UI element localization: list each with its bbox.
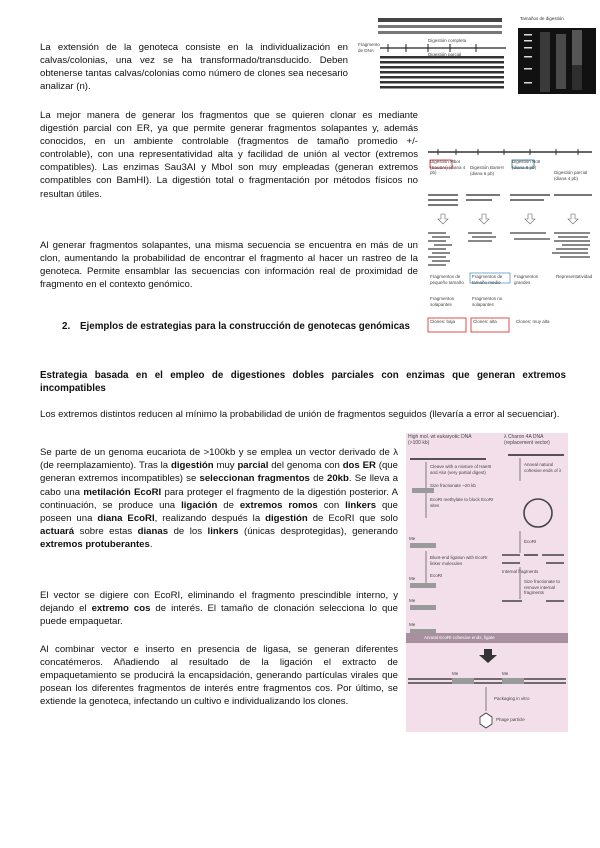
strategy-p2-run: extremo cos [91,603,151,615]
legend-1: Fragmentos de tamaño medio [472,274,503,285]
strategy-p1-run: (únicas desprotegidas), generando [238,526,398,538]
strategy-p1-run: actuará [40,526,75,538]
fig3-right3: Internal fragments [502,569,539,574]
strategy-p1-run: digestión [170,460,214,472]
fig3-pack: Packaging in vitro [494,696,530,701]
strategy-p2-run: de interés. El tamaño de clonación selecciona lo que puede empaquetar. [40,603,398,628]
strategy-p1-run: extremos romos [239,499,318,511]
fig3-right2: EcoRI [524,539,537,544]
fig3-me-2: Me [409,576,416,581]
label-complete: Digestión completa [428,38,467,43]
fig3-step1: Cleave with a mixture of HaeIII and AluI (very partial digest) [430,464,492,475]
strategy-p1-run: metilación EcoRI [83,486,162,498]
figure-lambda-cloning [406,433,568,732]
fig3-step2: Size fractionate ~20 kb [430,483,476,488]
paragraph-overlapping: Al generar fragmentos solapantes, una misma secuencia se encuentra en más de un clon, aumentando la probabilidad de encontrar el fragmento al hacer un rastreo de la genoteca. Permite ensamblar las secuencias con información real de proximidad de fragmento en el contexto genómico. [40,240,418,291]
section-title: Ejemplos de estrategias para la construcción de genotecas genómicas [80,321,410,332]
strategy-p1-run: ligación [181,499,218,511]
strategy-p1-run: del genoma con [268,460,343,472]
label-sizes: Tamaños de digestión [520,16,564,21]
strategy-p1-run: parcial [237,460,269,472]
strategy-p1-run: digestión [265,513,308,525]
strategy-p1-run: 20kb [327,473,349,485]
strategy-paragraph-3: Al combinar vector e inserto en presencia de ligasa, se generan diferentes concatémeros. Añadiendo al resultado de la ligación el extracto de empaquetamiento se producirá la encapsidación, generando partículas virales que posean los diferentes fragmentos de interés entre fragmentos cos. Por último, se extiende la genoteca, infectando un cultivo e individualizando los clones. [40,644,398,708]
label-partial: Digestión parcial [428,52,462,57]
legend-2: Fragmentos grandes [514,274,539,285]
fig3-right4: Size fractionate to remove internal fragments [524,579,561,595]
figure-fragment-strategies [426,148,594,334]
legend-6: Clones: baja [430,319,456,324]
fig3-me-6: Me [502,671,509,676]
paragraph-partial-digestion [40,109,418,201]
strategy-paragraph-1 [40,446,398,552]
strategy-p1-run: linkers [207,526,239,538]
strategy-p1-run: de EcoRI que solo [307,513,398,525]
strategy-p1-run: linkers [345,499,377,511]
fig3-phage: Phage particle [496,717,525,722]
strategy-intro: Los extremos distintos reducen al mínimo la probabilidad de unión de fragmentos seguidos (llevaría a error al secuenciar). [40,409,560,420]
paragraph-extension: La extensión de la genoteca consiste en la individualización en calvas/colonias, una vez se ha transformado/transducido. Deben obtenerse tantas calvas/colonias como número de clones sea necesario analizar (n). [40,42,348,93]
strategy-p1-run: seleccionan fragmentos [199,473,310,485]
strategy-paragraph-2 [40,589,398,628]
strategy-p1-run: , realizando después la [154,513,266,525]
strategy-p1-run: diana EcoRI [97,513,155,525]
strategy-p1-run: extremos protuberantes [40,539,150,551]
strategy-title: Estrategia basada en el empleo de digestiones dobles parciales con enzimas que generan extremos incompatibles [40,370,566,394]
fig3-step5: EcoRI [430,573,443,578]
row-label-1: Digestión BamHI (diana 6 pb) [470,165,504,176]
section-number: 2. [62,321,71,332]
fig3-step4: Blunt-end ligation with EcoRI linker molecules [430,555,488,566]
strategy-p1-run: Se parte de un genoma eucariota de >100kb y se emplea un vector derivado de λ (de reemplazamiento). Tras la [40,447,398,472]
strategy-p1-run: de los [168,526,208,538]
row-label-2: Digestión NotI (diana 8 pb) [512,159,541,170]
fig3-anneal: Anneal EcoRI cohesive ends, ligate [424,635,495,640]
legend-3: Representatividad [556,274,593,279]
strategy-p1-run: para proteger el fragmento de la digestión posterior. A continuación, se produce una [40,486,398,511]
legend-8: Clones: muy alta [516,319,550,324]
fig3-right1: Anneal natural cohesive ends of λ [524,462,562,473]
strategy-p1-run: . [149,539,153,551]
figure-digestion-gel [358,14,598,96]
fig3-me-4: Me [409,622,416,627]
legend-0: Fragmentos de pequeño tamaño [430,274,464,285]
fig3-right-title: λ Charon 4A DNA (replacement vector) [504,434,550,446]
section-heading [62,320,418,333]
row-label-0: Digestión MboI (Sau3AI) (diana 4 pb) [430,159,466,175]
fig3-me-5: Me [452,671,459,676]
strategy-p1-run: (que generan extremos incompatibles) se [40,460,398,485]
legend-7: Clones: alta [473,319,497,324]
strategy-p1-run: con [317,499,346,511]
row-label-3: Digestión parcial (diana 4 pb) [554,170,588,181]
strategy-p1-run: sobre estas [74,526,138,538]
paragraph-partial-digestion-text: La mejor manera de generar los fragmentos que se quieren clonar es mediante digestión parcial con ER, ya que permite generar fragmentos solapantes y, además conocidos, en un ambiente controlable (fragmentos de tamaño promedio +/- controlable), con una representatividad alta y facilidad de unión al vector (extremos compatibles). Las enzimas Sau3AI y MboI son muy empleadas (generan extremos compatibles con BamHI). La digestión total o fragmentación por métodos físicos no resultan útiles. [40,110,418,200]
fig3-me-3: Me [409,598,416,603]
strategy-p1-run: . Se lleva a cabo una [40,473,398,498]
label-fragment: Fragmento de DNA [358,42,380,53]
legend-4: Fragmentos solapantes [430,296,455,307]
strategy-p1-run: muy [213,460,238,472]
legend-5: Fragmentos no solapantes [472,296,503,307]
fig3-step3: EcoRI methylate to block EcoRI sites [430,497,494,508]
digestion-diagram [358,14,598,96]
strategy-p2-run: El vector se digiere con EcoRI, eliminando el fragmento prescindible interno, y dejando el [40,590,398,615]
strategy-p1-run: que poseen una [40,499,398,525]
strategy-p1-run: dos ER [342,460,376,472]
fig3-me-1: Me [409,536,416,541]
strategy-p1-run: de [217,499,240,511]
strategy-p1-run: dianas [137,526,169,538]
fig3-left-title: High mol. wt eukaryotic DNA (>100 kb) [408,434,472,446]
strategy-p1-run: de [309,473,328,485]
